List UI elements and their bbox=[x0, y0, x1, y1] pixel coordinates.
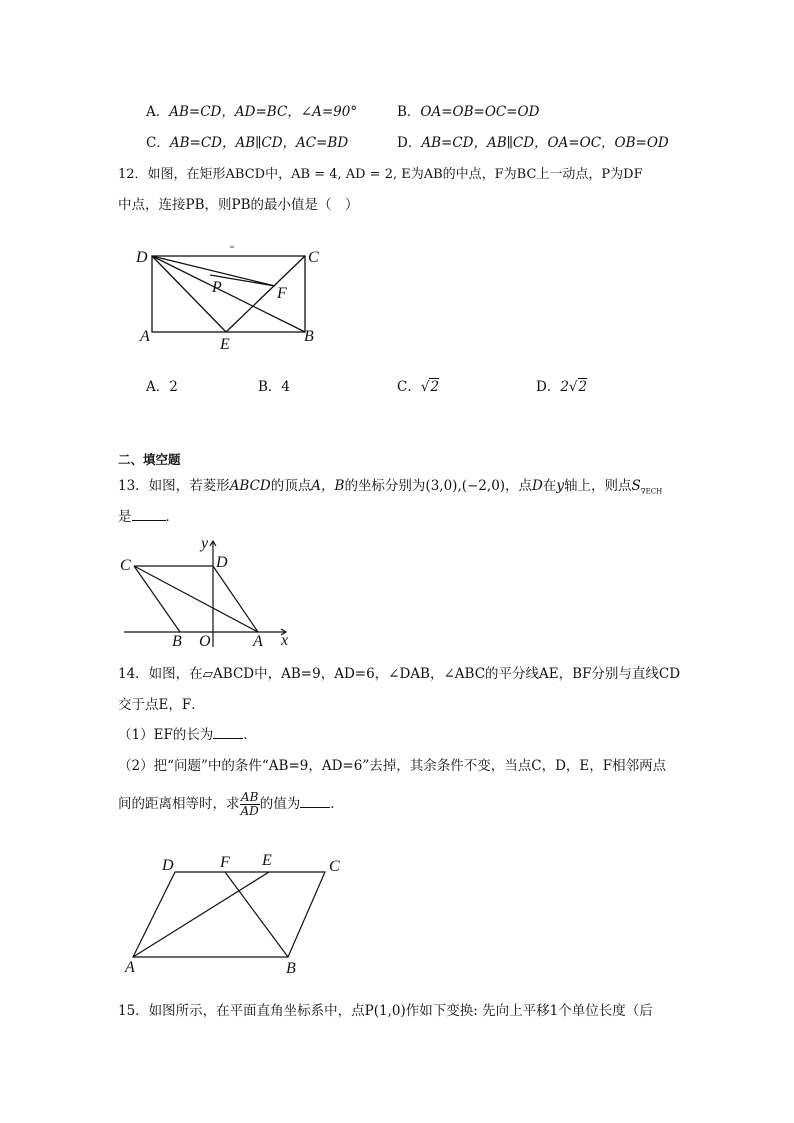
q13-label-d: D bbox=[216, 554, 228, 571]
q13-text-line1: 13．如图，若菱形ABCD的顶点A，B的坐标分别为(3,0),(−2,0)，点D在y轴上，则点$S_{\nabla ECH}$ bbox=[118, 478, 663, 496]
q12-rectangle-figure bbox=[130, 240, 330, 352]
q14-label-f: F bbox=[220, 854, 230, 871]
q14-fraction: $\frac{AB}{AD}$ bbox=[240, 790, 259, 818]
q12-option-d: D．2√2 bbox=[536, 379, 588, 395]
q12-text-line1: 12．如图，在矩形ABCD中，AB = 4, AD = 2, E为AB的中点，F为BC上一动点，P为DF bbox=[118, 167, 643, 182]
q12-option-c: C．√2 bbox=[397, 379, 440, 395]
q13-label-o: O bbox=[199, 633, 211, 650]
q13-label-a: A bbox=[253, 633, 263, 650]
q11-option-b: B．OA=OB=OC=OD bbox=[397, 104, 540, 120]
q12-text-line2: 中点，连接PB，则PB的最小值是（ ） bbox=[118, 197, 359, 213]
q12-label-c: C bbox=[308, 249, 319, 266]
q13-label-c: C bbox=[120, 557, 131, 574]
q13-text-line2: 是 ． bbox=[118, 509, 179, 525]
q12-label-p: P bbox=[212, 279, 222, 296]
q13-coordinate-figure bbox=[118, 535, 298, 650]
q14-sub2: （2）把“问题”中的条件“AB=9，AD=6”去掉，其余条件不变，当点C，D，E，F相邻两点 bbox=[118, 758, 667, 774]
q14-label-e: E bbox=[262, 852, 272, 869]
q14-label-d: D bbox=[162, 857, 174, 874]
q14-text-line2: 交于点E，F． bbox=[118, 697, 205, 713]
q14-label-c: C bbox=[329, 858, 340, 875]
q13-label-y: y bbox=[201, 535, 209, 552]
q13-label-b: B bbox=[172, 633, 182, 650]
q12-option-b: B．4 bbox=[258, 379, 291, 395]
q12-label-e: E bbox=[220, 336, 230, 353]
q14-label-a: A bbox=[125, 959, 135, 976]
q12-option-a: A．2 bbox=[146, 379, 178, 395]
q12-label-b: B bbox=[304, 328, 314, 345]
q14-sub1: （1）EF的长为 ． bbox=[118, 727, 257, 743]
q13-label-x: x bbox=[281, 632, 289, 649]
q11-option-d: D．AB=CD，AB∥CD，OA=OC，OB=OD bbox=[397, 135, 669, 151]
q11-option-c: C．AB=CD，AB∥CD，AC=BD bbox=[146, 135, 349, 151]
q14-text-line1: 14．如图，在▱ABCD中，AB=9，AD=6，∠DAB，∠ABC的平分线AE，BF分别与直线CD bbox=[118, 666, 681, 682]
q12-label-f: F bbox=[277, 285, 287, 302]
q15-text-line1: 15．如图所示，在平面直角坐标系中，点P(1,0)作如下变换: 先向上平移1个单位长度（后 bbox=[118, 1003, 653, 1019]
q11-option-a: A．AB=CD，AD=BC，∠A=90° bbox=[146, 104, 358, 120]
section-title: 二、填空题 bbox=[118, 452, 181, 467]
q14-parallelogram-figure bbox=[120, 848, 350, 978]
q14-label-b: B bbox=[286, 960, 296, 977]
q12-label-a: A bbox=[140, 328, 150, 345]
q12-label-d: D bbox=[136, 249, 148, 266]
q14-sub3: 间的距离相等时，求 $\frac{AB}{AD}$ 的值为 ． bbox=[118, 790, 344, 818]
